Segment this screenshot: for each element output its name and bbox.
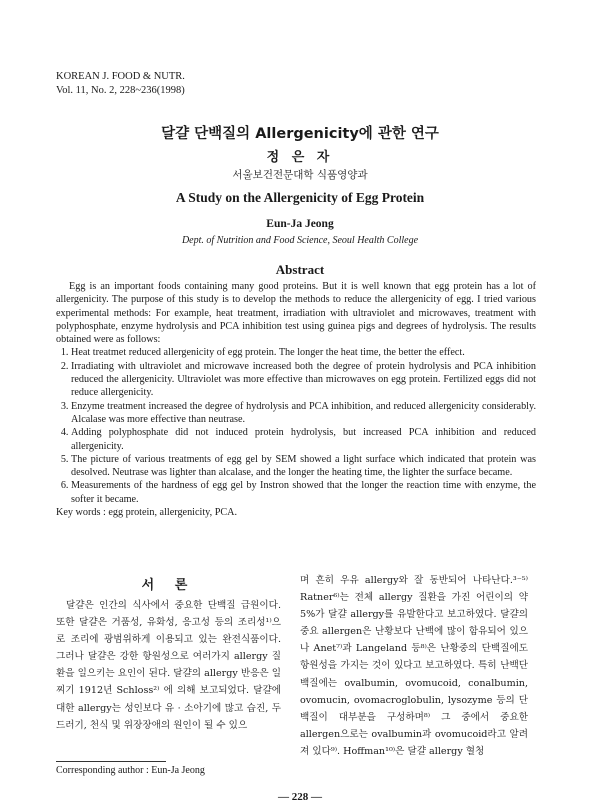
result-item: 3. Enzyme treatment increased the degree of hydrolysis and PCA inhibition, and reduced allergenicity considerably. Alcalase was more effective than neutrase. [71,400,536,427]
korean-title: 달걀 단백질의 Allergenicity에 관한 연구 [161,126,439,142]
section-heading-introduction: 서 론 [141,578,196,593]
intro-paragraph: 달걀은 인간의 식사에서 중요한 단백질 급원이다. 또한 달걀은 거품성, 유화성, 응고성 등의 조리성¹⁾으로 조리에 광범위하게 이용되고 있는 완전식품이다. 그러나 달걀은 강한 항원성으로 여러가지 allergy 질환을 일으키는 요인이 된다. 달걀의 allergy 반응은 일찌기 1912년 Schloss²⁾ 에 의해 보고되었다. 달걀에 대한 allergy는 성인보다 유 · 소아기에 많고 습진, 두드러기, 천식 및 위장장애의 원인이 될 수 있으 [56,600,281,731]
intro-paragraph-continued: 며 흔히 우유 allergy와 잘 동반되어 나타난다.³⁻⁵⁾ Ratner⁶⁾는 전체 allergy 질환을 가진 어린이의 약 5%가 달걀 allergy를 유발한다고 보고하였다. 달걀의 중요 allergen은 난황보다 난백에 많이 함유되어 있으나 Anet⁷⁾과 Langeland 등⁸⁾은 난황중의 단백질에도 항원성을 가지는 것이 있다고 보고하였다. 특히 난백단백질에는 ovalbumin, ovomucoid, conalbumin, ovomucin, ovomacroglobulin, lysozyme 등의 단백질이 대부분을 구성하며⁸⁾ 그 중에서 중요한 allergen으로는 ovalbumin과 ovomucoid라고 알려져 있다⁹⁾. Hoffman¹⁰⁾은 달걀 allergy 혈청 [300,575,528,757]
journal-citation [56,70,185,98]
abstract-body [56,280,536,519]
abstract-heading: Abstract [275,262,325,277]
korean-affiliation: 서울보건전문대학 식품영양과 [232,169,368,181]
journal-volume: Vol. 11, No. 2, 228~236(1998) [56,85,185,96]
english-author: Eun-Ja Jeong [266,218,334,230]
page-number: — 228 — [278,791,322,803]
korean-author: 정 은 자 [266,150,334,165]
result-item: 5. The picture of various treatments of egg gel by SEM showed a light surface which indicated that protein was desolved. Neutrase was lighter than alcalase, and the longer the heating time, the lighter the surface became. [71,453,536,480]
english-title: A Study on the Allergenicity of Egg Protein [175,190,425,205]
journal-name: KOREAN J. FOOD & NUTR. [56,71,185,82]
footnote-divider [56,761,166,762]
corresponding-author-footnote: Corresponding author : Eun-Ja Jeong [56,765,205,776]
abstract-intro: Egg is an important foods containing many good proteins. But it is well known that egg protein has a lot of allergenicity. The purpose of this study is to develop the methods to reduce the allergenicity of egg. I tried various experimental methods: For example, heat treatment, irradiation with ultraviolet and microwaves, treatment with polyphosphate, enzyme hydrolysis and PCA inhibition test using guinea pigs and degrees of hydrolysis. The results obtained were as follows: [56,281,536,346]
intro-column-left [56,597,281,734]
results-list [56,346,536,506]
english-affiliation: Dept. of Nutrition and Food Science, Seoul Health College [181,235,419,246]
result-item: 4. Adding polyphosphate did not induced protein hydrolysis, but increased PCA inhibition and reduced allergenicity. [71,426,536,453]
result-item: 2. Irradiating with ultraviolet and microwave increased both the degree of protein hydrolysis and PCA inhibition reduced the allergenicity. Ultraviolet was more effective than microwaves on egg protein. Fertilized eggs did not reduce allergenicity. [71,360,536,400]
keywords: Key words : egg protein, allergenicity, PCA. [56,507,238,519]
result-item: 6. Measurements of the hardness of egg gel by Instron showed that the longer the reaction time with enzyme, the softer it became. [71,479,536,506]
result-item: 1. Heat treatmet reduced allergenicity of egg protein. The longer the heat time, the better the effect. [71,346,536,359]
intro-column-right [300,572,528,760]
